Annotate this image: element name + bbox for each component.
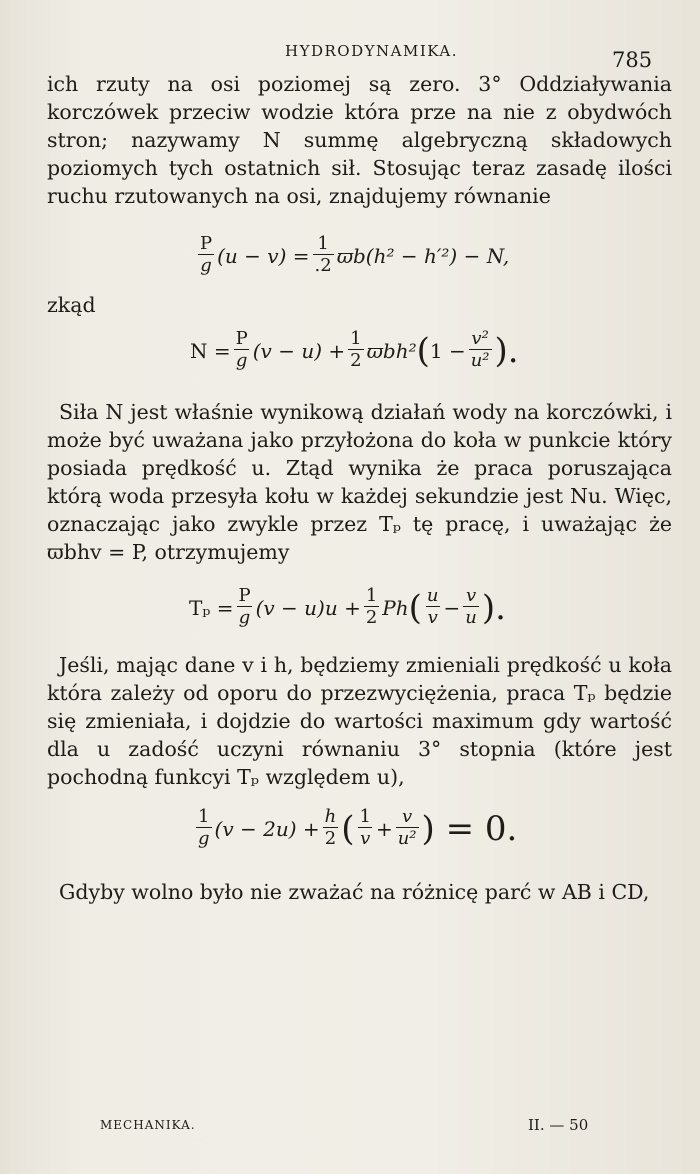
paragraph-3: Jeśli, mając dane v i h, będziemy zmieniali prędkość u koła która zależy od oporu do przezwyciężenia, praca Tₚ będzie się zmieniała, i dojdzie do wartości maximum gdy wartość dla u zadość uczyni równaniu 3° stopnia (które jest pochodną funkcyi Tₚ względem u),: [47, 653, 672, 789]
paragraph-2: Siła N jest właśnie wynikową działań wody na korczówki, i może być uważana jako przyłożona do koła w punkcie który posiada prędkość u. Ztąd wynika że praca poruszająca którą woda przesyła kołu w każdej sekundzie jest Nu. Więc, oznaczając jako zwykle przez Tₚ tę pracę, i uważając że ϖbhv = P, otrzymujemy: [47, 400, 672, 564]
zkad-word: zkąd: [47, 293, 96, 317]
page-number: 785: [612, 48, 653, 72]
body-text: [47, 70, 672, 906]
equation-3: Tₚ = $\frac{P}{g}$ (v − u)u + $\frac{1}{2}$ Ph ( $\frac{u}{v}$ − $\frac{v}{u}$ ).: [189, 585, 506, 628]
footer-signature: MECHANIKA.: [100, 1118, 196, 1132]
running-head: [0, 42, 700, 72]
footer: [0, 1118, 700, 1138]
footer-sheet-number: II. — 50: [528, 1116, 589, 1134]
equation-2: N = $\frac{P}{g}$ (v − u) + $\frac{1}{2}$ ϖbh² ( 1 − $\frac{\text{v²}}{\text{u²}}$ ).: [190, 328, 519, 371]
frac-p-over-g: $\frac{P}{g}$: [200, 233, 213, 276]
frac-one-half: $\frac{1}{.2}$: [314, 233, 332, 276]
running-title: HYDRODYNAMIKA.: [285, 42, 458, 60]
equation-4: $\frac{1}{g}$ (v − 2u) + $\frac{h}{2}$ ( $\frac{1}{v}$ + $\frac{v}{\text{u²}}$ ) = 0.: [198, 806, 518, 849]
paragraph-1: ich rzuty na osi poziomej są zero. 3° Oddziaływania korczówek przeciw wodzie która prze na nie z obydwóch stron; nazywamy N summę algebryczną składowych poziomych tych ostatnich sił. Stosując teraz zasadę ilości ruchu rzutowanych na osi, znajdujemy równanie: [47, 72, 672, 208]
equation-1: $\frac{P}{g}$ (u − v) = $\frac{1}{.2}$ ϖb(h² − h′²) − N,: [200, 233, 510, 276]
paragraph-4: Gdyby wolno było nie zważać na różnicę parć w AB i CD,: [59, 880, 650, 904]
